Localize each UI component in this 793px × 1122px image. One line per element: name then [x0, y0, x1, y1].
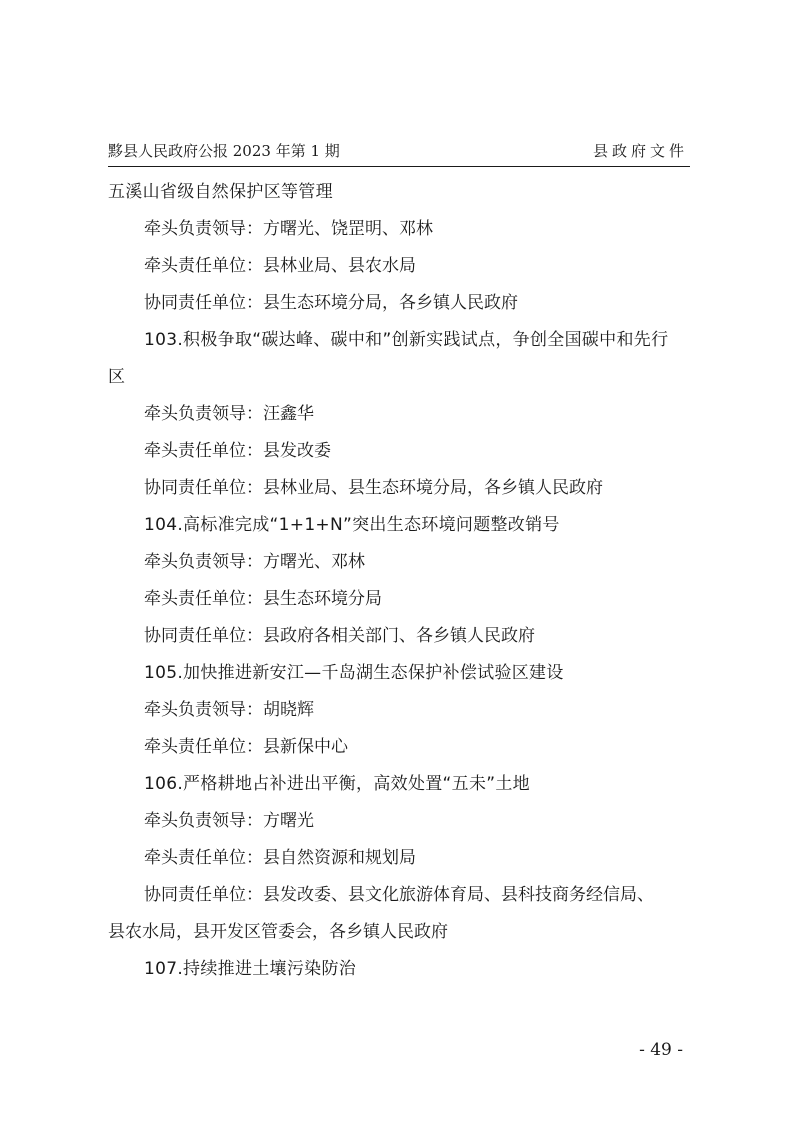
- item-107-title: 107.持续推进土壤污染防治: [144, 959, 357, 979]
- lead-leader-line: 牵头负责领导：胡晓辉: [144, 700, 314, 720]
- page-header: [108, 140, 688, 162]
- item-105-title: 105.加快推进新安江—千岛湖生态保护补偿试验区建设: [144, 663, 564, 683]
- lead-leader-line: 牵头负责领导：方曙光、邓林: [144, 552, 365, 572]
- coop-unit-line-cont: 县农水局，县开发区管委会，各乡镇人民政府: [108, 922, 448, 942]
- header-divider: [108, 166, 690, 167]
- item-continuation-title: 五溪山省级自然保护区等管理: [108, 182, 333, 202]
- item-103-title: 103.积极争取“碳达峰、碳中和”创新实践试点，争创全国碳中和先行: [144, 330, 669, 350]
- lead-leader-line: 牵头负责领导：方曙光: [144, 811, 314, 831]
- item-103-title-cont: 区: [108, 367, 125, 387]
- item-106-title: 106.严格耕地占补进出平衡，高效处置“五未”土地: [144, 774, 530, 794]
- coop-unit-line: 协同责任单位：县生态环境分局，各乡镇人民政府: [144, 293, 518, 313]
- lead-unit-line: 牵头责任单位：县自然资源和规划局: [144, 848, 416, 868]
- lead-unit-line: 牵头责任单位：县发改委: [144, 441, 331, 461]
- coop-unit-line: 协同责任单位：县政府各相关部门、各乡镇人民政府: [144, 626, 535, 646]
- section-title: 县政府文件: [592, 142, 688, 160]
- item-104-title: 104.高标准完成“1+1+N”突出生态环境问题整改销号: [144, 515, 560, 535]
- document-body: [108, 174, 692, 988]
- lead-unit-line: 牵头责任单位：县生态环境分局: [144, 589, 382, 609]
- lead-unit-line: 牵头责任单位：县林业局、县农水局: [144, 256, 416, 276]
- coop-unit-line: 协同责任单位：县发改委、县文化旅游体育局、县科技商务经信局、: [144, 885, 654, 905]
- lead-leader-line: 牵头负责领导：汪鑫华: [144, 404, 314, 424]
- lead-leader-line: 牵头负责领导：方曙光、饶罡明、邓林: [144, 219, 433, 239]
- bulletin-title: 黟县人民政府公报 2023 年第 1 期: [108, 142, 340, 160]
- coop-unit-line: 协同责任单位：县林业局、县生态环境分局，各乡镇人民政府: [144, 478, 603, 498]
- page-number: - 49 -: [639, 1040, 683, 1060]
- lead-unit-line: 牵头责任单位：县新保中心: [144, 737, 348, 757]
